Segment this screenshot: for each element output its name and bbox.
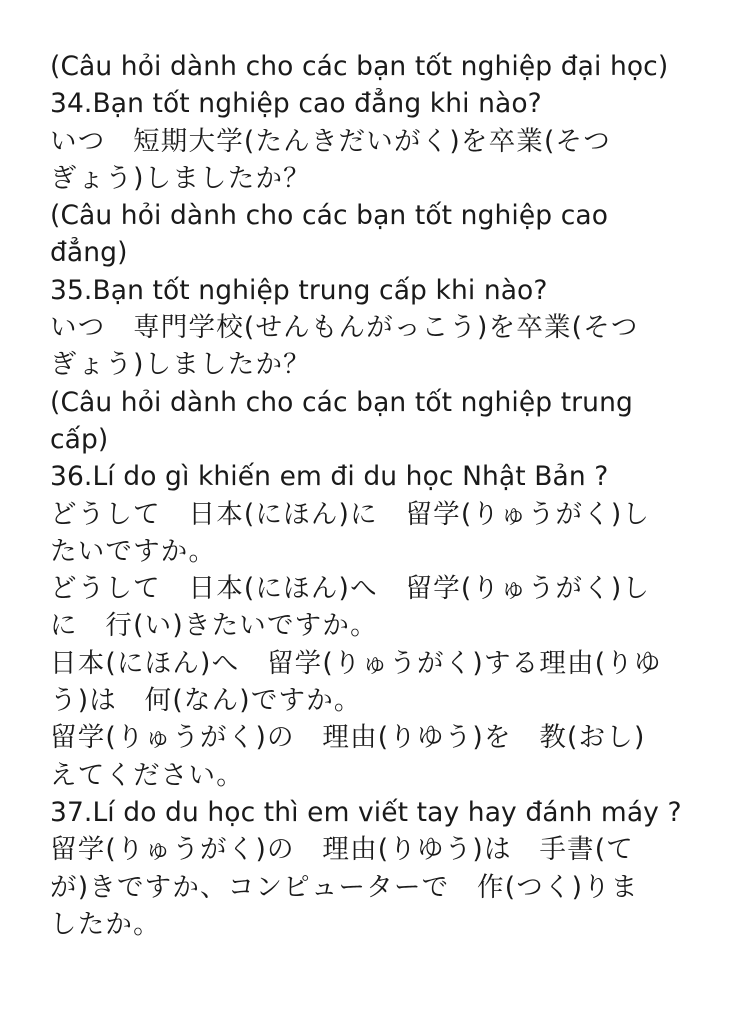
question-35-jp-line-1: いつ 専門学校(せんもんがっこう)を卒業(そつ bbox=[50, 312, 639, 344]
note-college-graduates-line-2: đẳng) bbox=[50, 237, 128, 269]
note-college-graduates-line-1: (Câu hỏi dành cho các bạn tốt nghiệp cao bbox=[50, 200, 609, 232]
question-36-jp-b-line-1: どうして 日本(にほん)へ 留学(りゅうがく)し bbox=[50, 573, 651, 605]
question-36-jp-d-line-1: 留学(りゅうがく)の 理由(りゆう)を 教(おし) bbox=[50, 722, 646, 754]
question-34-vi: 34.Bạn tốt nghiệp cao đẳng khi nào? bbox=[50, 88, 542, 120]
question-36-jp-b-line-2: に 行(い)きたいですか。 bbox=[50, 610, 378, 642]
question-37-jp-line-2: が)きですか、コンピューターで 作(つく)りま bbox=[50, 871, 639, 903]
note-vocational-graduates-line-2: cấp) bbox=[50, 423, 109, 455]
question-36-vi: 36.Lí do gì khiến em đi du học Nhật Bản ? bbox=[50, 461, 609, 493]
question-35-vi: 35.Bạn tốt nghiệp trung cấp khi nào? bbox=[50, 274, 548, 306]
question-35-jp-line-2: ぎょう)しましたか？ bbox=[50, 349, 311, 381]
note-university-graduates: (Câu hỏi dành cho các bạn tốt nghiệp đại học) bbox=[50, 51, 669, 82]
question-37-jp-line-3: したか。 bbox=[50, 908, 161, 940]
question-36-jp-d-line-2: えてください。 bbox=[50, 759, 244, 791]
note-vocational-graduates-line-1: (Câu hỏi dành cho các bạn tốt nghiệp trung bbox=[50, 386, 633, 418]
question-36-jp-c-line-1: 日本(にほん)へ 留学(りゅうがく)する理由(りゆ bbox=[50, 647, 662, 679]
question-37-jp-line-1: 留学(りゅうがく)の 理由(りゆう)は 手書(て bbox=[50, 834, 634, 866]
question-36-jp-c-line-2: う)は 何(なん)ですか。 bbox=[50, 685, 362, 717]
question-34-jp-line-1: いつ 短期大学(たんきだいがく)を卒業(そつ bbox=[50, 125, 611, 157]
question-36-jp-a-line-2: たいですか。 bbox=[50, 535, 217, 567]
question-37-vi: 37.Lí do du học thì em viết tay hay đánh máy ? bbox=[50, 796, 682, 828]
document-text bbox=[26, 48, 726, 1008]
question-36-jp-a-line-1: どうして 日本(にほん)に 留学(りゅうがく)し bbox=[50, 498, 651, 530]
question-34-jp-line-2: ぎょう)しましたか？ bbox=[50, 162, 311, 194]
